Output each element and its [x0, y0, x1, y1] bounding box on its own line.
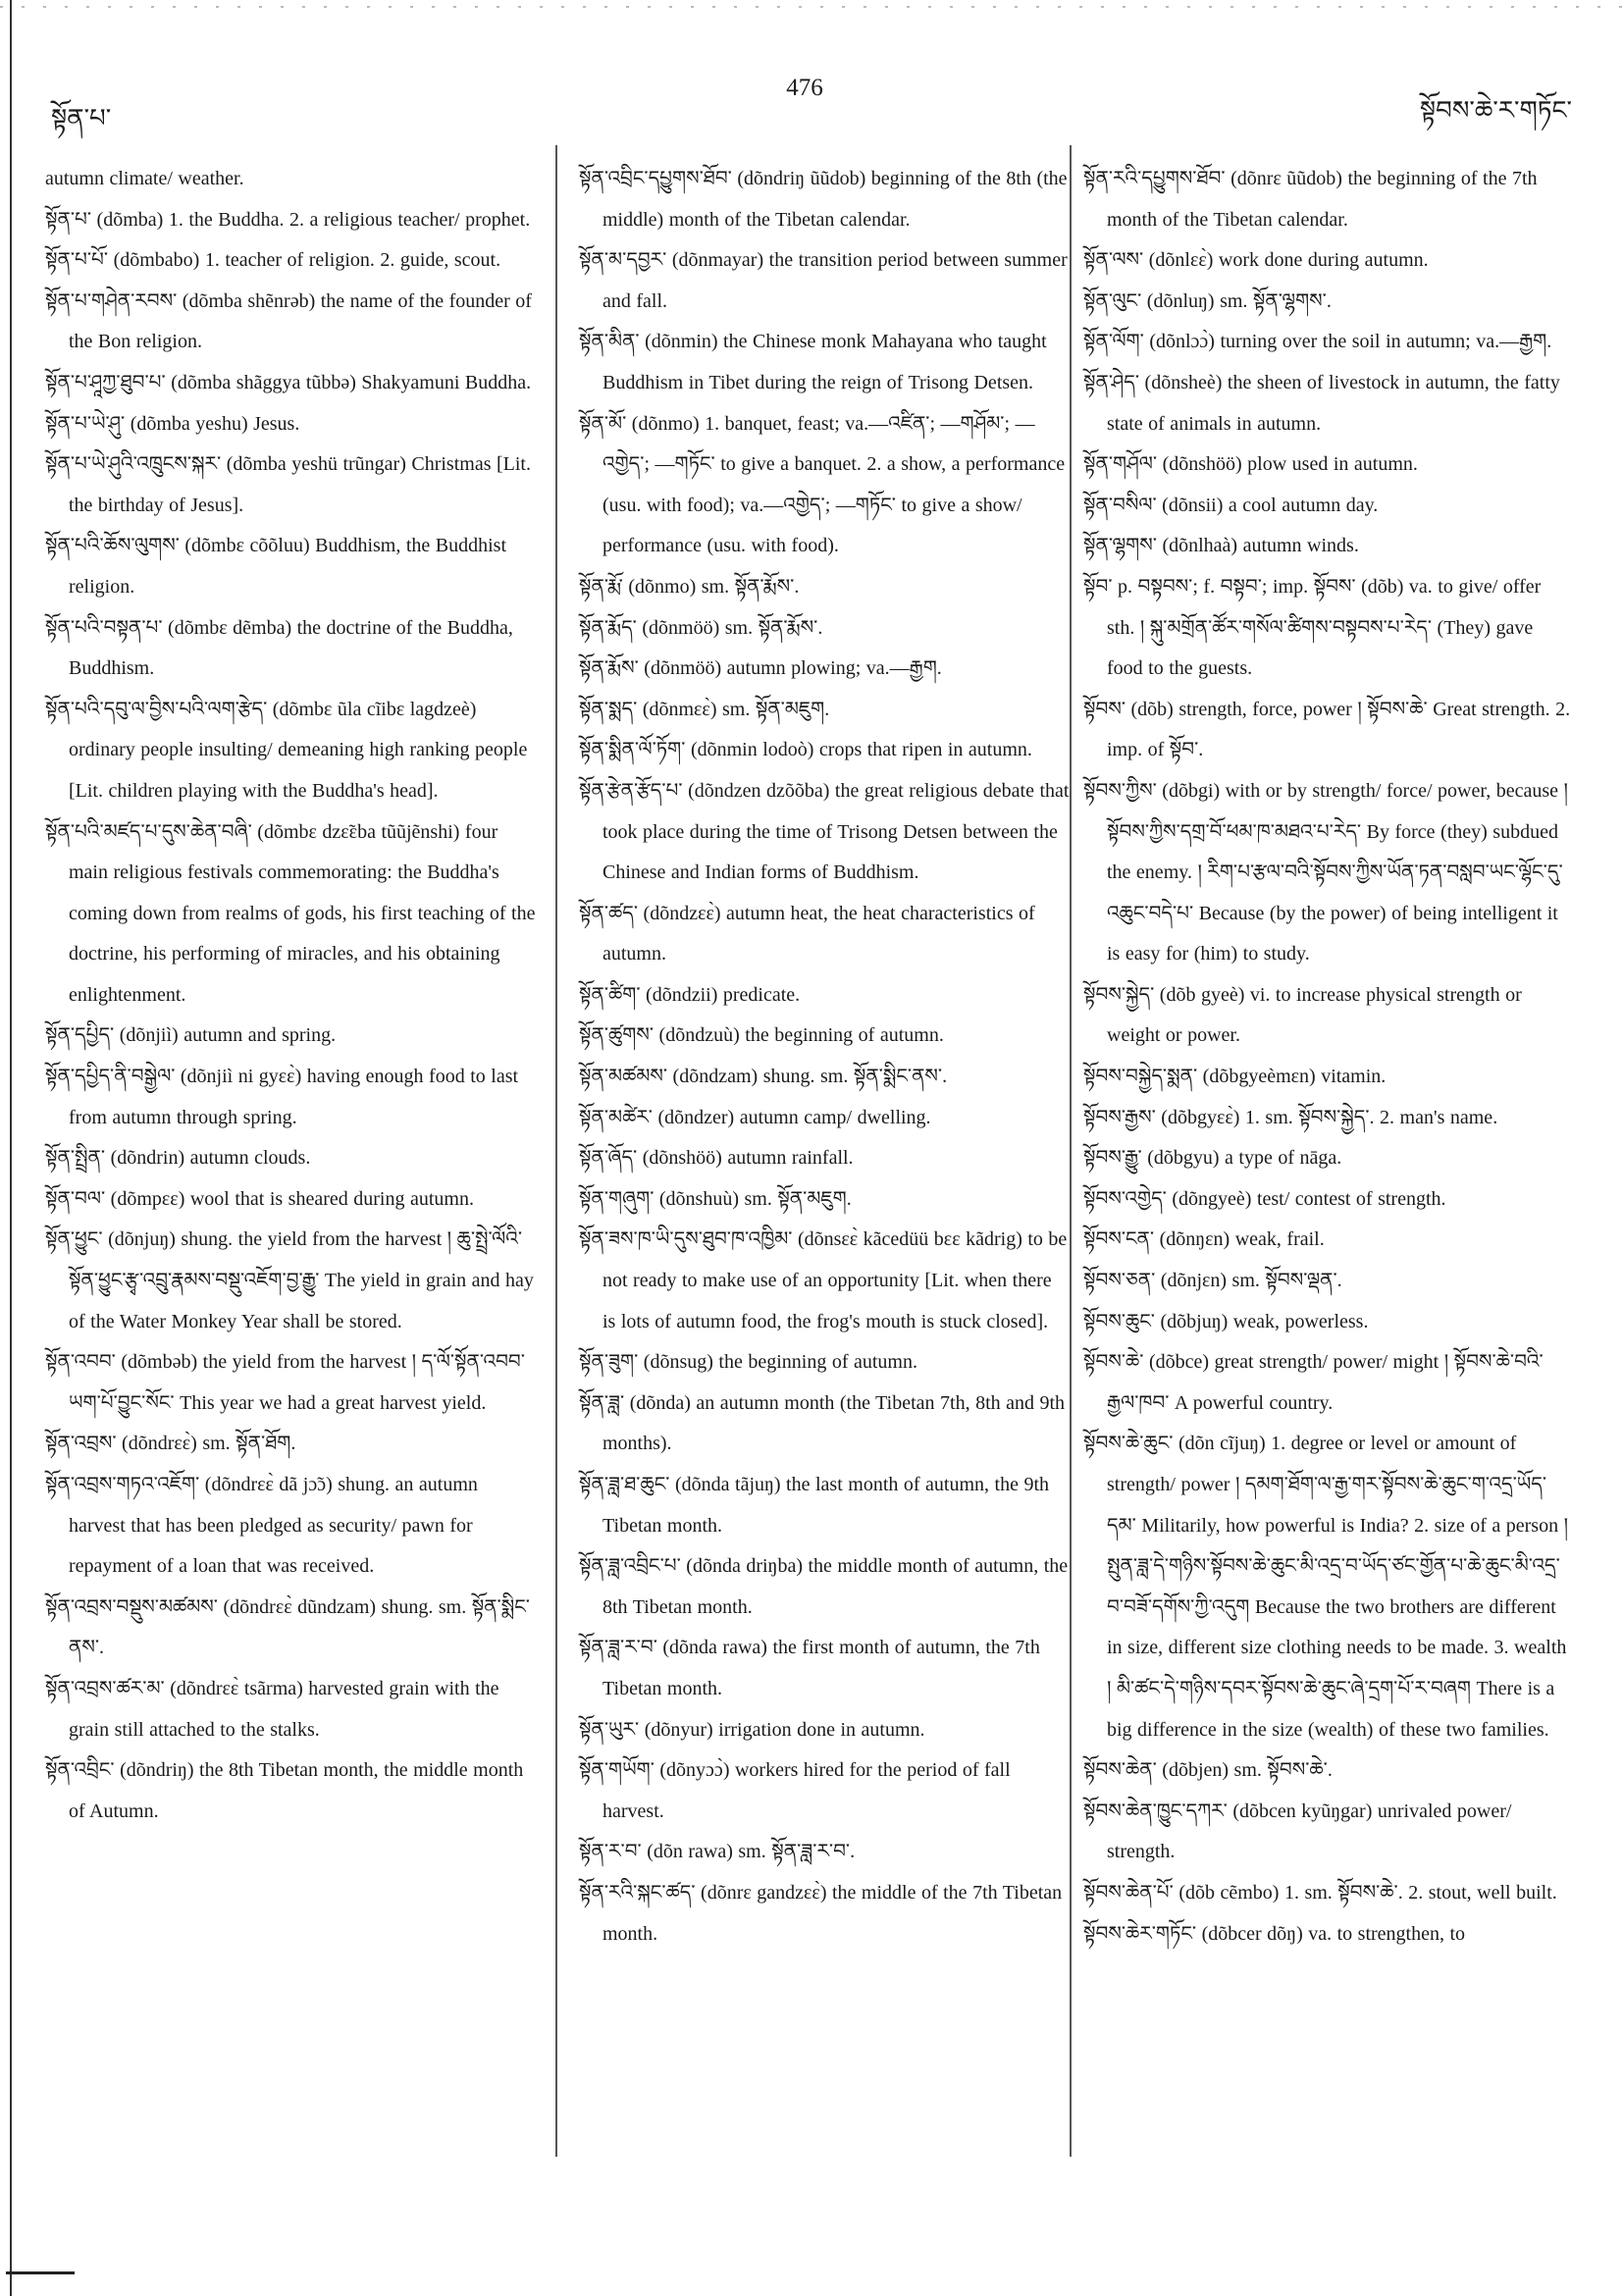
- dictionary-entry: སྟོན་འབྲིང་དཔྱུགས་ཐོབ་ (dõndriŋ ũũdob) beginning of the 8th (the middle) month of the Tibetan calendar.: [579, 168, 1068, 231]
- dictionary-entry: སྟོན་མ་དབྱར་ (dõnmayar) the transition period between summer and fall.: [579, 249, 1068, 312]
- dictionary-entry: སྟོན་ལྷགས་ (dõnlhaà) autumn winds.: [1083, 535, 1359, 557]
- dictionary-entry: སྟོབ་ p. བསྟབས་; f. བསྟབ་; imp. སྟོབས་ (dõb) va. to give/ offer sth. ། སྐུ་མགྲོན་ཚོར་གསོལ་ཚིགས་བསྟབས་པ་རེད་ (They) gave food to the guests.: [1083, 575, 1542, 680]
- dictionary-entry: སྟོན་མཚམས་ (dõndzam) shung. sm. སྟོན་སྨིང་ནས་.: [579, 1066, 948, 1088]
- dictionary-entry: སྟོན་པའི་མཛད་པ་དུས་ཆེན་བཞི་ (dõmbɛ dzɛ̃ɛba tũũjẽnshi) four main religious festivals commemorating: the Buddha's coming down from realms of gods, his first teaching of the doctrine, his performing of miracles, and his obtaining enlightenment.: [45, 820, 536, 1006]
- dictionary-entry: སྟོན་རའི་དཔྱུགས་ཐོབ་ (dõnrɛ ũũdob) the beginning of the 7th month of the Tibetan calendar.: [1083, 168, 1538, 231]
- dictionary-entry: སྟོབས་ (dõb) strength, force, power ། སྟོབས་ཆེ་ Great strength. 2. imp. of སྟོབ་.: [1083, 698, 1571, 761]
- dictionary-entry: སྟོབས་སྐྱེད་ (dõb gyeè) vi. to increase physical strength or weight or power.: [1083, 983, 1522, 1047]
- dictionary-entry: སྟོན་ཟླ་ (dõnda) an autumn month (the Tibetan 7th, 8th and 9th months).: [579, 1391, 1066, 1455]
- dictionary-entry: སྟོན་པའི་ཆོས་ལུགས་ (dõmbɛ cõõluu) Buddhism, the Buddhist religion.: [45, 535, 507, 598]
- dictionary-entry: སྟོབས་ཆེ་ (dõbce) great strength/ power/ might ། སྟོབས་ཆེ་བའི་རྒྱལ་ཁབ་ A powerful country.: [1083, 1351, 1544, 1414]
- dictionary-entry: སྟོན་པ་ (dõmba) 1. the Buddha. 2. a religious teacher/ prophet.: [45, 208, 531, 231]
- dictionary-entry: སྟོན་པ་ཤཱཀྱ་ཐུབ་པ་ (dõmba shãggya tũbbə) Shakyamuni Buddha.: [45, 371, 532, 393]
- dictionary-entry: སྟོབས་ངན་ (dõnŋɛn) weak, frail.: [1083, 1228, 1325, 1251]
- dictionary-entry: སྟོན་ཚིག་ (dõndzii) predicate.: [579, 983, 801, 1006]
- dictionary-entry: སྟོན་འབྲས་ (dõndrɛɛ̀) sm. སྟོན་ཐོག.: [45, 1433, 296, 1455]
- dictionary-entry: སྟོན་སྨད་ (dõnmɛɛ̀) sm. སྟོན་མཇུག.: [579, 698, 830, 720]
- page-header: [0, 69, 1623, 132]
- page-top-edge: [0, 6, 1623, 8]
- dictionary-entry: སྟོན་ཚུགས་ (dõndzuù) the beginning of autumn.: [579, 1024, 944, 1047]
- dictionary-entry: སྟོན་ཤེད་ (dõnsheè) the sheen of livestock in autumn, the fatty state of animals in autumn.: [1083, 371, 1560, 435]
- dictionary-entry: སྟོབས་ཆེ་ཆུང་ (dõn cĩjuŋ) 1. degree or level or amount of strength/ power ། དམག་ཐོག་ལ་རྒྱ་གར་སྟོབས་ཆེ་ཆུང་ག་འདྲ་ཡོད་དམ་ Militarily, how powerful is India? 2. size of a person ། སྤུན་ཟླ་དེ་གཉིས་སྟོབས་ཆེ་ཆུང་མི་འདྲ་བ་ཡོད་ཙང་གྱོན་པ་ཆེ་ཆུང་མི་འདྲ་བ་བཟོ་དགོས་ཀྱི་འདུག Because the two brothers are different in size, different size clothing needs to be made. 3. wealth ། མི་ཚང་དེ་གཉིས་དབར་སྟོབས་ཆེ་ཆུང་ཞེ་དྲག་པོ་ར་བཞག There is a big difference in the size (wealth) of these two families.: [1083, 1433, 1569, 1741]
- dictionary-entry: སྟོན་འབྲས་ཚར་མ་ (dõndrɛɛ̀ tsãrma) harvested grain with the grain still attached to the stalks.: [45, 1677, 499, 1741]
- dictionary-entry: སྟོན་མོ་ (dõnmo) 1. banquet, feast; va.—འཛིན་; —གཤོམ་; —འགྱེད་; —གཏོང་ to give a banquet. 2. a show, a performance (usu. with food); va.—འགྱེད་; —གཏོང་ to give a show/ performance (usu. with food).: [579, 412, 1066, 557]
- dictionary-entry: སྟོབས་ཆེན་ཁྱུང་དཀར་ (dõbcen kyũŋgar) unrivaled power/ strength.: [1083, 1800, 1512, 1863]
- dictionary-entry: སྟོན་པའི་བསྟན་པ་ (dõmbɛ dẽmba) the doctrine of the Buddha, Buddhism.: [45, 616, 513, 680]
- dictionary-column-1: [45, 159, 536, 1832]
- dictionary-entry: སྟོན་རྨོས་ (dõnmöö) autumn plowing; va.—རྒྱག.: [579, 657, 942, 680]
- dictionary-entry: སྟོན་རྨོ་ (dõnmo) sm. སྟོན་རྨོས་.: [579, 575, 800, 598]
- dictionary-entry: སྟོན་ཟུག་ (dõnsug) the beginning of autumn.: [579, 1351, 917, 1374]
- dictionary-column-2: [579, 159, 1070, 1955]
- dictionary-entry: སྟོན་ལོག་ (dõnlɔɔ̀) turning over the soil in autumn; va.—རྒྱག.: [1083, 331, 1552, 353]
- column-divider: [555, 145, 557, 2157]
- dictionary-entry: སྟོན་ཡུར་ (dõnyur) irrigation done in autumn.: [579, 1718, 925, 1741]
- page-footer-mark: [6, 2271, 75, 2274]
- dictionary-entry: སྟོན་ཟས་ཁ་ཡི་དུས་ཐུབ་ཁ་འཁྱིམ་ (dõnsɛɛ̀ kãcedüü bɛɛ kãdrig) to be not ready to make use of an opportunity [Lit. when there is lots of autumn food, the frog's mouth is stuck closed].: [579, 1228, 1068, 1332]
- dictionary-entry: སྟོན་པའི་དབུ་ལ་བྱིས་པའི་ལག་རྩེད་ (dõmbɛ ũla cĩibɛ lagdzeè) ordinary people insulting/ demeaning high ranking people [Lit. children playing with the Buddha's head].: [45, 698, 528, 802]
- dictionary-entry: སྟོན་འབྲིང་ (dõndriŋ) the 8th Tibetan month, the middle month of Autumn.: [45, 1759, 524, 1822]
- dictionary-entry: སྟོབས་རྒྱུ་ (dõbgyu) a type of nāga.: [1083, 1147, 1342, 1170]
- dictionary-entry: སྟོན་རྨོད་ (dõnmöö) sm. སྟོན་རྨོས་.: [579, 616, 823, 639]
- dictionary-entry: སྟོན་འབབ་ (dõmbəb) the yield from the harvest ། ད་ལོ་སྟོན་འབབ་ཡག་པོ་བྱུང་སོང་ This year we had a great harvest yield.: [45, 1351, 525, 1414]
- dictionary-entry: སྟོན་ལུང་ (dõnluŋ) sm. སྟོན་ལྷགས་.: [1083, 289, 1332, 312]
- dictionary-entry: སྟོན་པ་པོ་ (dõmbabo) 1. teacher of religion. 2. guide, scout.: [45, 249, 501, 272]
- dictionary-entry: སྟོན་གཡོག་ (dõnyɔɔ̀) workers hired for the period of fall harvest.: [579, 1759, 1011, 1822]
- dictionary-entry: སྟོན་ཕྱུང་ (dõnjuŋ) shung. the yield from the harvest ། ཆུ་སྤྲེ་ལོའི་སྟོན་ཕྱུང་རྩྭ་འབྲུ་རྣམས་བསྡུ་འཇོག་བྱ་རྒྱུ་ The yield in grain and hay of the Water Monkey Year shall be stored.: [45, 1228, 534, 1332]
- dictionary-entry: སྟོན་འབྲས་གཏའ་འཇོག་ (dõndrɛɛ̀ dã jɔ̃ɔ) shung. an autumn harvest that has been pledged as security/ pawn for repayment of a loan that was received.: [45, 1474, 478, 1578]
- dictionary-entry: སྟོན་སྨིན་ལོ་ཏོག་ (dõnmin lodoò) crops that ripen in autumn.: [579, 739, 1032, 761]
- dictionary-entry: སྟོན་ཟླ་འབྲིང་པ་ (dõnda driŋba) the middle month of autumn, the 8th Tibetan month.: [579, 1555, 1069, 1618]
- dictionary-entry: སྟོན་ལས་ (dõnlɛɛ̀) work done during autumn.: [1083, 249, 1429, 272]
- dictionary-entry: སྟོན་མཚེར་ (dõndzer) autumn camp/ dwelling.: [579, 1106, 931, 1128]
- dictionary-entry: སྟོན་སྤྲིན་ (dõndrin) autumn clouds.: [45, 1147, 311, 1170]
- dictionary-entry: སྟོབས་བསྐྱེད་སྨན་ (dõbgyeèmɛn) vitamin.: [1083, 1066, 1387, 1088]
- dictionary-entry: སྟོབས་ཅན་ (dõnjɛn) sm. སྟོབས་ལྡན་.: [1083, 1270, 1342, 1292]
- dictionary-entry: སྟོན་བསིལ་ (dõnsii) a cool autumn day.: [1083, 494, 1379, 516]
- dictionary-entry: སྟོབས་རྒྱས་ (dõbgyɛɛ̀) 1. sm. སྟོབས་སྐྱེད་. 2. man's name.: [1083, 1106, 1498, 1128]
- dictionary-entry: སྟོན་མིན་ (dõnmin) the Chinese monk Mahayana who taught Buddhism in Tibet during the reign of Trisong Detsen.: [579, 331, 1047, 393]
- dictionary-entry: སྟོན་དཔྱིད་ནི་བསྒྱེལ་ (dõnjiì ni gyɛɛ̀) having enough food to last from autumn through spring.: [45, 1066, 519, 1128]
- dictionary-entry: སྟོན་ཞོད་ (dõnshöö) autumn rainfall.: [579, 1147, 854, 1170]
- dictionary-entry: སྟོབས་འགྱེད་ (dõngyeè) test/ contest of strength.: [1083, 1187, 1446, 1210]
- dictionary-entry: སྟོན་ཟླ་ར་བ་ (dõnda rawa) the first month of autumn, the 7th Tibetan month.: [579, 1637, 1040, 1699]
- dictionary-entry: སྟོན་འབྲས་བསྡུས་མཚམས་ (dõndrɛɛ̀ dũndzam) shung. sm. སྟོན་སྨིང་ནས་.: [45, 1595, 530, 1659]
- dictionary-entry: སྟོན་གཞུག་ (dõnshuù) sm. སྟོན་མཇུག.: [579, 1187, 852, 1210]
- dictionary-entry: སྟོབས་ཆེར་གཏོང་ (dõbcer dõŋ) va. to strengthen, to: [1083, 1922, 1466, 1945]
- dictionary-entry: སྟོན་ར་བ་ (dõn rawa) sm. སྟོན་ཟླ་ར་བ་.: [579, 1841, 856, 1863]
- dictionary-entry: autumn climate/ weather.: [45, 168, 244, 189]
- dictionary-entry: སྟོན་ཚད་ (dõndzɛɛ̀) autumn heat, the heat characteristics of autumn.: [579, 902, 1035, 965]
- dictionary-entry: སྟོན་པ་ཡེ་ཤུའི་འཁྲུངས་སྐར་ (dõmba yeshü trũngar) Christmas [Lit. the birthday of Jesus].: [45, 453, 531, 516]
- dictionary-entry: སྟོན་དཔྱིད་ (dõnjiì) autumn and spring.: [45, 1024, 337, 1047]
- dictionary-entry: སྟོབས་ཀྱིས་ (dõbgi) with or by strength/ force/ power, because ། སྟོབས་ཀྱིས་དགྲ་བོ་ཕམ་ཁ་མཐའ་པ་རེད་ By force (they) subdued the enemy. ། རིག་པ་རྩལ་བའི་སྟོབས་ཀྱིས་ཡོན་ཏན་བསླབ་ཡང་ལྷོང་དུ་འཆུང་བདེ་པ་ Because (by the power) of being intelligent it is easy for (him) to study.: [1083, 779, 1568, 965]
- dictionary-entry: སྟོབས་ཆུང་ (dõbjuŋ) weak, powerless.: [1083, 1310, 1369, 1332]
- dictionary-entry: སྟོབས་ཆེན་པོ་ (dõb cẽmbo) 1. sm. སྟོབས་ཆེ་. 2. stout, well built.: [1083, 1881, 1557, 1904]
- dictionary-entry: སྟོན་བལ་ (dõmpɛɛ) wool that is sheared during autumn.: [45, 1187, 474, 1210]
- guide-word-right: སྟོབས་ཆེ་ར་གཏོང་: [1419, 96, 1572, 125]
- page-number: 476: [786, 75, 823, 101]
- dictionary-entry: སྟོན་ཟླ་ཐ་ཆུང་ (dõnda tãjuŋ) the last month of autumn, the 9th Tibetan month.: [579, 1474, 1050, 1537]
- column-divider: [1070, 145, 1072, 2157]
- dictionary-entry: སྟོན་རའི་སྐང་ཚད་ (dõnrɛ gandzɛɛ̀) the middle of the 7th Tibetan month.: [579, 1881, 1063, 1945]
- dictionary-entry: སྟོན་པ་གཤེན་རབས་ (dõmba shẽnrəb) the name of the founder of the Bon religion.: [45, 289, 532, 353]
- dictionary-entry: སྟོན་གཤོལ་ (dõnshöö) plow used in autumn.: [1083, 453, 1418, 476]
- dictionary-entry: སྟོན་རྩེན་རྩོད་པ་ (dõndzen dzõõba) the great religious debate that took place during the time of Trisong Detsen between the Chinese and Indian forms of Buddhism.: [579, 779, 1070, 884]
- dictionary-entry: སྟོབས་ཆེན་ (dõbjen) sm. སྟོབས་ཆེ་.: [1083, 1759, 1333, 1782]
- dictionary-entry: སྟོན་པ་ཡེ་ཤུ་ (dõmba yeshu) Jesus.: [45, 412, 300, 435]
- guide-word-left: སྟོན་པ་: [51, 104, 112, 132]
- page-binding-edge: [10, 0, 12, 2296]
- dictionary-column-3: [1083, 159, 1574, 1955]
